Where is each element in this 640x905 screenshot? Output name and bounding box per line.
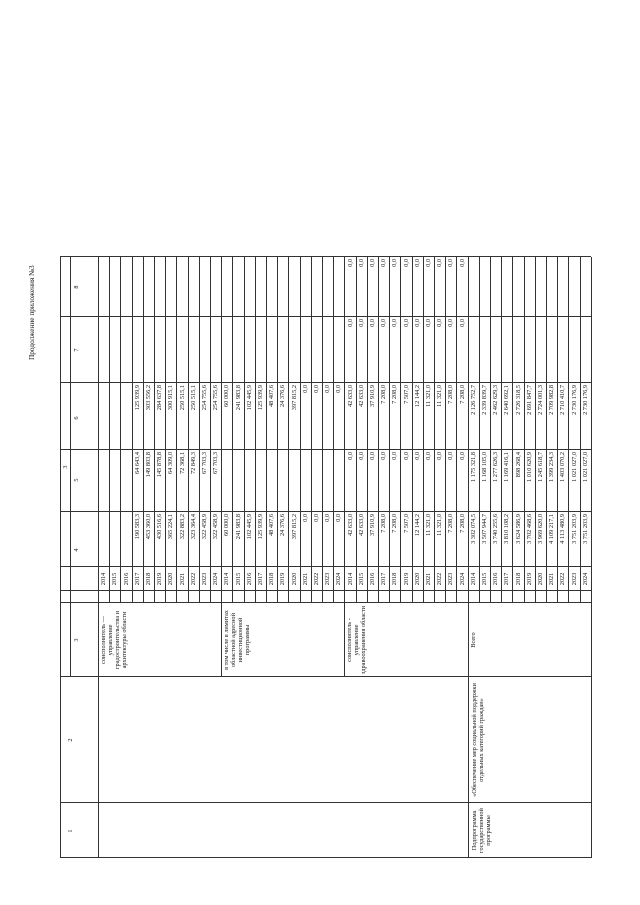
year-cell: 2021 <box>178 572 186 586</box>
table-row-border <box>412 257 413 603</box>
header-col-number: 1 <box>67 829 74 833</box>
total-cell: 0,0 <box>324 514 332 522</box>
col6-cell: 42 633,0 <box>346 385 354 408</box>
table-row-border <box>188 257 189 603</box>
col8-cell: 0,0 <box>380 259 388 267</box>
total-cell: 323 364,4 <box>189 514 197 540</box>
total-cell: 42 633,0 <box>357 514 365 537</box>
group-top-border <box>468 603 469 677</box>
col6-cell: 250 515,1 <box>178 385 186 411</box>
col7-cell: 0,0 <box>458 319 466 327</box>
year-cell: 2017 <box>133 572 141 586</box>
year-cell: 2024 <box>212 572 220 586</box>
col6-cell: 300 915,1 <box>167 385 175 411</box>
total-cell: 3 810 108,2 <box>503 514 511 544</box>
year-cell: 2017 <box>257 572 264 586</box>
col7-cell: 0,0 <box>380 319 388 327</box>
year-cell: 2016 <box>122 572 130 586</box>
year-cell: 2019 <box>156 572 164 586</box>
header-col-number: 3 <box>73 638 80 642</box>
year-cell: 2022 <box>189 572 197 586</box>
table-row-border <box>109 257 110 603</box>
col6-cell: 24 376,6 <box>279 385 287 408</box>
col5-cell: 1 010 620,9 <box>525 452 533 482</box>
group-top-border <box>344 603 345 677</box>
col5-cell: 0,0 <box>380 452 388 460</box>
total-cell: 3 969 620,0 <box>537 514 544 544</box>
col6-cell: 7 208,0 <box>391 385 399 404</box>
col5-cell: 0,0 <box>346 452 354 460</box>
total-cell: 7 208,0 <box>380 514 388 533</box>
total-cell: 365 224,1 <box>167 514 175 540</box>
col6-cell: 2 691 847,7 <box>525 385 533 415</box>
table-row-border <box>120 257 121 603</box>
total-cell: 7 208,0 <box>458 514 466 533</box>
total-cell: 0,0 <box>313 514 320 522</box>
col6-cell: 42 633,0 <box>357 385 365 408</box>
total-cell: 3 702 468,6 <box>525 514 533 544</box>
year-cell: 2018 <box>268 572 276 586</box>
table-row-border <box>311 257 312 603</box>
year-cell: 2020 <box>290 572 298 586</box>
header-col-number: 4 <box>73 548 80 552</box>
year-cell: 2014 <box>100 572 108 586</box>
table-row-border <box>434 257 435 603</box>
table-row-border <box>266 257 267 603</box>
col6-cell: 48 407,6 <box>268 385 276 408</box>
year-cell: 2023 <box>447 572 455 586</box>
header-col-number: 5 <box>73 478 80 482</box>
col8-cell: 0,0 <box>402 259 410 267</box>
col6-cell: 7 208,0 <box>447 385 455 404</box>
year-cell: 2017 <box>380 572 388 586</box>
table-row-border <box>557 257 558 603</box>
col8-cell: 0,0 <box>458 259 466 267</box>
col6-cell: 241 983,8 <box>234 385 242 411</box>
total-cell: 430 516,6 <box>156 514 164 540</box>
year-cell: 2018 <box>391 572 399 586</box>
year-cell: 2024 <box>458 572 466 586</box>
total-cell: 125 939,9 <box>257 514 264 540</box>
col6-cell: 2 726 318,5 <box>514 385 522 415</box>
col8-cell: 0,0 <box>425 259 432 267</box>
col6-cell: 102 445,9 <box>245 385 253 411</box>
year-cell: 2024 <box>335 572 343 586</box>
col6-cell: 284 637,8 <box>156 385 164 411</box>
year-cell: 2022 <box>313 572 320 586</box>
table-row-border <box>277 257 278 603</box>
col6-cell: 2 339 839,7 <box>481 385 488 415</box>
total-cell: 0,0 <box>335 514 343 522</box>
col7-cell: 0,0 <box>369 319 376 327</box>
year-cell: 2018 <box>514 572 522 586</box>
col7-cell: 0,0 <box>413 319 421 327</box>
table-row-border <box>501 257 502 603</box>
col6-cell: 0,0 <box>301 385 309 393</box>
total-cell: 48 407,6 <box>268 514 276 537</box>
total-cell: 60 000,0 <box>223 514 231 537</box>
year-cell: 2020 <box>413 572 421 586</box>
total-cell: 453 360,0 <box>145 514 152 540</box>
group-label: соисполнитель — управление градостроительства и архитектуры области <box>100 610 128 670</box>
year-cell: 2021 <box>301 572 309 586</box>
table-row-border <box>333 257 334 603</box>
col7-cell: 0,0 <box>447 319 455 327</box>
col5-cell: 1 175 321,8 <box>469 452 477 482</box>
col7-cell: 0,0 <box>346 319 354 327</box>
program-name-label: «Обеспечение мер социальной поддержки отдельных категорий граждан» <box>470 683 485 797</box>
total-cell: 322 883,2 <box>178 514 186 540</box>
table-row-border <box>512 257 513 603</box>
total-cell: 0,0 <box>301 514 309 522</box>
col5-cell: 0,0 <box>357 452 365 460</box>
year-cell: 2016 <box>492 572 500 586</box>
year-cell: 2021 <box>425 572 432 586</box>
total-cell: 42 633,0 <box>346 514 354 537</box>
header-merged-number: 3 <box>61 465 69 469</box>
col6-cell: 254 755,6 <box>212 385 220 411</box>
table-row-border <box>580 257 581 603</box>
col8-cell: 0,0 <box>391 259 399 267</box>
total-cell: 190 583,3 <box>133 514 141 540</box>
total-cell: 4 109 217,1 <box>548 514 556 544</box>
header-col-number: 7 <box>73 348 80 352</box>
col6-cell: 0,0 <box>324 385 332 393</box>
table-row-border <box>479 257 480 603</box>
col7-cell: 0,0 <box>391 319 399 327</box>
year-cell: 2020 <box>537 572 544 586</box>
table-row-border <box>445 257 446 603</box>
col5-cell: 72 849,3 <box>189 452 197 475</box>
year-cell: 2014 <box>469 572 477 586</box>
col6-cell: 2 126 752,7 <box>469 385 477 415</box>
col6-cell: 250 515,1 <box>189 385 197 411</box>
table-row-border <box>210 257 211 603</box>
col5-cell: 0,0 <box>391 452 399 460</box>
col5-cell: 0,0 <box>402 452 410 460</box>
header-col-number: 6 <box>73 416 80 420</box>
year-cell: 2018 <box>145 572 152 586</box>
col6-cell: 2 730 176,9 <box>581 385 589 415</box>
table-row-border <box>356 257 357 603</box>
col5-cell: 72 368,1 <box>178 452 186 475</box>
total-cell: 7 507,0 <box>402 514 410 533</box>
table-row-border <box>221 257 222 603</box>
program-type-label: Подпрограмма государственной программы <box>470 808 492 853</box>
col5-cell: 67 703,3 <box>201 452 208 475</box>
col5-cell: 1 245 618,7 <box>537 452 544 482</box>
col6-cell: 397 815,2 <box>290 385 298 411</box>
year-cell: 2015 <box>357 572 365 586</box>
table-row-border <box>378 257 379 603</box>
header-col-number: 2 <box>67 738 74 742</box>
year-cell: 2017 <box>503 572 511 586</box>
col5-cell: 0,0 <box>447 452 455 460</box>
col6-cell: 60 000,0 <box>223 385 231 408</box>
total-cell: 241 983,8 <box>234 514 242 540</box>
table-row-border <box>546 257 547 603</box>
table-row-border <box>143 257 144 603</box>
total-cell: 11 321,0 <box>425 514 432 536</box>
col5-cell: 64 643,4 <box>133 452 141 475</box>
col6-cell: 7 208,0 <box>380 385 388 404</box>
table-row-border <box>367 257 368 603</box>
col6-cell: 0,0 <box>335 385 343 393</box>
col5-cell: 1 021 027,0 <box>570 452 578 482</box>
col8-cell: 0,0 <box>413 259 421 267</box>
col8-cell: 0,0 <box>346 259 354 267</box>
table-row-border <box>244 257 245 603</box>
col6-cell: 11 321,0 <box>436 385 444 407</box>
table-row-border <box>232 257 233 603</box>
total-cell: 3 751 203,9 <box>581 514 589 544</box>
table-row-border <box>288 257 289 603</box>
col7-cell: 0,0 <box>425 319 432 327</box>
col5-cell: 64 309,0 <box>167 452 175 475</box>
col5-cell: 0,0 <box>436 452 444 460</box>
year-cell: 2016 <box>369 572 376 586</box>
table-row-border <box>468 257 469 603</box>
col6-cell: 2 730 176,9 <box>570 385 578 415</box>
col7-cell: 0,0 <box>402 319 410 327</box>
column-border <box>60 316 591 317</box>
year-cell: 2021 <box>548 572 556 586</box>
col6-cell: 125 939,9 <box>257 385 264 411</box>
col6-cell: 11 321,0 <box>425 385 432 407</box>
total-cell: 37 910,9 <box>369 514 376 537</box>
column-border <box>60 676 591 677</box>
table-row-border <box>176 257 177 603</box>
col6-cell: 2 462 629,3 <box>492 385 500 415</box>
header-col-number: 8 <box>73 285 80 289</box>
col5-cell: 145 878,8 <box>156 452 164 478</box>
col6-cell: 2 709 982,8 <box>548 385 556 415</box>
col5-cell: 0,0 <box>458 452 466 460</box>
table-row-border <box>199 257 200 603</box>
col8-cell: 0,0 <box>436 259 444 267</box>
group-top-border <box>221 603 222 677</box>
col6-cell: 2 710 410,7 <box>559 385 567 415</box>
col6-cell: 37 910,9 <box>369 385 376 408</box>
table-row-border <box>344 257 345 603</box>
table-row-border <box>132 257 133 603</box>
table-row-border <box>490 257 491 603</box>
table-row-border <box>322 257 323 603</box>
table-row-border <box>400 257 401 603</box>
total-cell: 11 321,0 <box>436 514 444 536</box>
col5-cell: 0,0 <box>425 452 432 460</box>
year-cell: 2015 <box>234 572 242 586</box>
column-border <box>60 382 591 383</box>
col6-cell: 7 208,0 <box>458 385 466 404</box>
col6-cell: 7 507,0 <box>402 385 410 404</box>
program-top-border <box>468 677 469 858</box>
col5-cell: 1 021 027,0 <box>581 452 589 482</box>
year-cell: 2023 <box>570 572 578 586</box>
col6-cell: 303 556,2 <box>145 385 152 411</box>
table-row-border <box>154 257 155 603</box>
table-row-border <box>423 257 424 603</box>
total-cell: 3 624 586,9 <box>514 514 522 544</box>
col5-cell: 0,0 <box>413 452 421 460</box>
col6-cell: 0,0 <box>313 385 320 393</box>
col6-cell: 2 724 001,3 <box>537 385 544 415</box>
total-cell: 3 740 255,6 <box>492 514 500 544</box>
rotated-table-page <box>0 5 640 880</box>
table-row-border <box>300 257 301 603</box>
col7-cell: 0,0 <box>357 319 365 327</box>
total-cell: 3 751 203,9 <box>570 514 578 544</box>
col8-cell: 0,0 <box>447 259 455 267</box>
col5-cell: 1 277 626,3 <box>492 452 500 482</box>
year-cell: 2024 <box>581 572 589 586</box>
col5-cell: 1 403 070,2 <box>559 452 567 482</box>
col5-cell: 0,0 <box>369 452 376 460</box>
table-row-border <box>568 257 569 603</box>
total-cell: 3 507 944,7 <box>481 514 488 544</box>
table-row-border <box>98 257 99 603</box>
year-cell: 2015 <box>111 572 119 586</box>
col6-cell: 254 755,6 <box>201 385 208 411</box>
col6-cell: 12 144,2 <box>413 385 421 408</box>
column-border <box>60 602 591 603</box>
year-cell: 2023 <box>201 572 208 586</box>
col8-cell: 0,0 <box>369 259 376 267</box>
col5-cell: 1 168 105,0 <box>481 452 488 482</box>
total-cell: 12 144,2 <box>413 514 421 537</box>
appendix-note: Продолжение приложения №3 <box>27 265 36 360</box>
col6-cell: 2 640 692,1 <box>503 385 511 415</box>
col5-cell: 898 268,4 <box>514 452 522 478</box>
total-cell: 4 113 480,9 <box>559 514 567 544</box>
table-row-border <box>389 257 390 603</box>
year-cell: 2019 <box>525 572 533 586</box>
column-border <box>60 802 591 803</box>
year-cell: 2019 <box>402 572 410 586</box>
col5-cell: 67 703,3 <box>212 452 220 475</box>
col7-cell: 0,0 <box>436 319 444 327</box>
table-row-border <box>165 257 166 603</box>
table-row-border <box>524 257 525 603</box>
col5-cell: 149 803,8 <box>145 452 152 478</box>
col5-cell: 1 169 416,1 <box>503 452 511 482</box>
total-cell: 24 376,6 <box>279 514 287 537</box>
col6-cell: 125 939,9 <box>133 385 141 411</box>
year-cell: 2022 <box>436 572 444 586</box>
col8-cell: 0,0 <box>357 259 365 267</box>
year-cell: 2014 <box>346 572 354 586</box>
year-cell: 2023 <box>324 572 332 586</box>
col5-cell: 1 399 234,3 <box>548 452 556 482</box>
column-border <box>60 590 591 591</box>
year-cell: 2022 <box>559 572 567 586</box>
year-cell: 2016 <box>245 572 253 586</box>
table-row-border <box>255 257 256 603</box>
table-row-border <box>535 257 536 603</box>
header-merge-line <box>70 257 71 677</box>
table-bottom-border <box>591 257 592 858</box>
total-cell: 102 445,9 <box>245 514 253 540</box>
total-cell: 7 208,0 <box>391 514 399 533</box>
table-row-border <box>456 257 457 603</box>
group-top-border <box>98 603 99 677</box>
total-cell: 3 302 074,5 <box>469 514 477 544</box>
year-cell: 2020 <box>167 572 175 586</box>
total-cell: 322 458,9 <box>201 514 208 540</box>
year-cell: 2019 <box>279 572 287 586</box>
total-cell: 322 458,9 <box>212 514 220 540</box>
column-border <box>60 857 591 858</box>
year-cell: 2015 <box>481 572 488 586</box>
group-label: Всего <box>469 632 477 648</box>
group-label: соисполнитель - управление здравоохранения области <box>346 605 368 675</box>
group-label: в том числе в лимитах областной адресной инвестиционной программы <box>223 610 252 670</box>
column-border <box>60 256 591 257</box>
year-cell: 2014 <box>223 572 231 586</box>
total-cell: 7 208,0 <box>447 514 455 533</box>
total-cell: 397 815,2 <box>290 514 298 540</box>
